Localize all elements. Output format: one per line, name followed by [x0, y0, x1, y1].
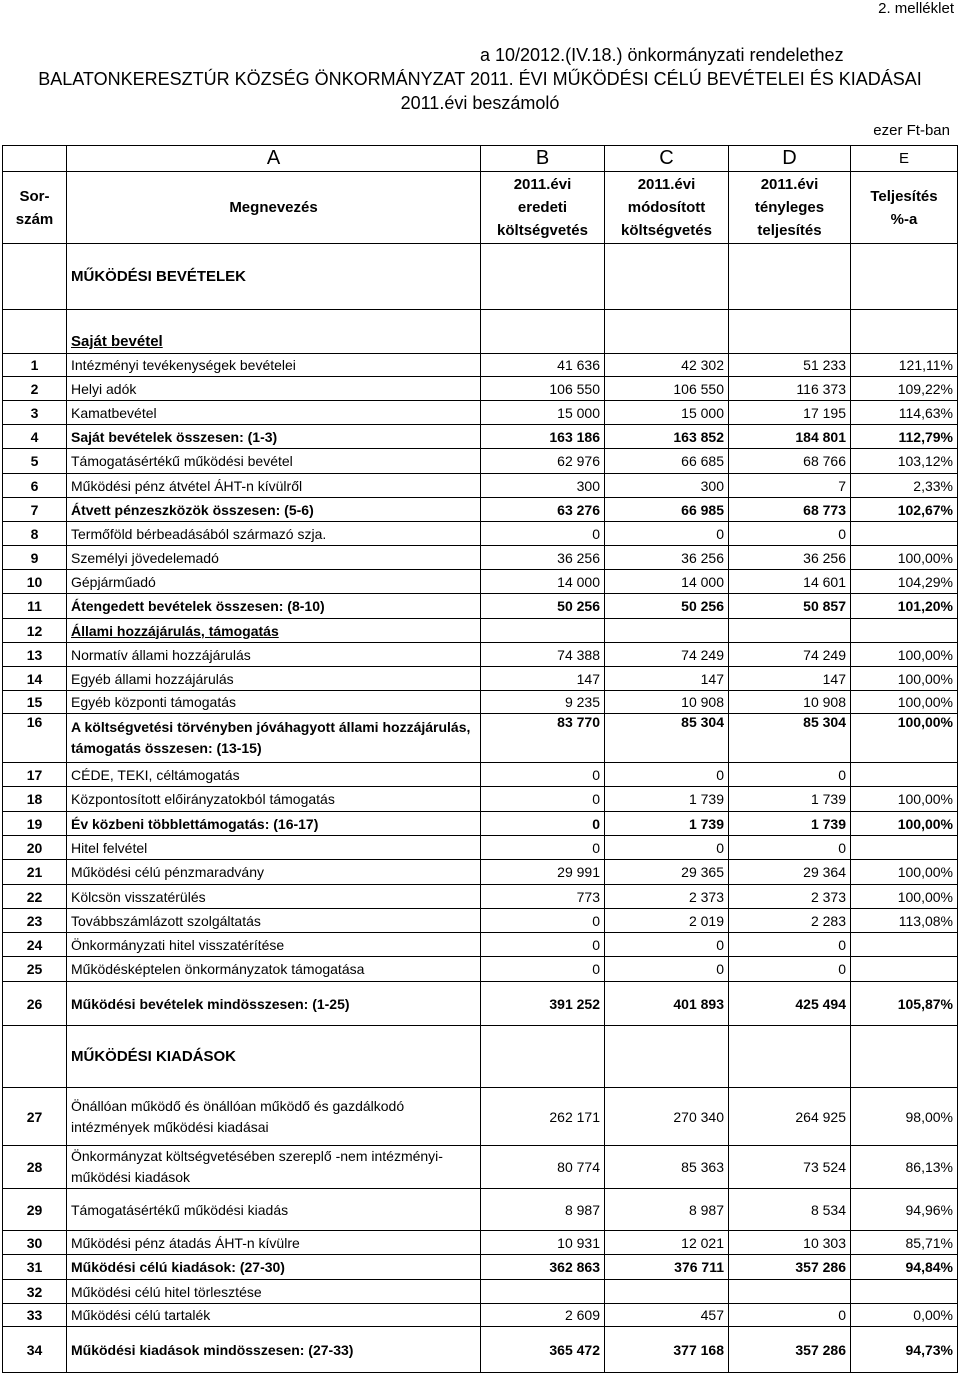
- value-percent: [851, 933, 958, 957]
- row-label: Továbbszámlázott szolgáltatás: [67, 909, 481, 933]
- value-percent: [851, 763, 958, 787]
- row-number: 12: [3, 619, 67, 643]
- value-percent: 109,22%: [851, 377, 958, 401]
- row-number: 16: [3, 714, 67, 763]
- value-percent: 94,84%: [851, 1255, 958, 1280]
- table-row: [3, 1304, 958, 1327]
- row-label: Működésképtelen önkormányzatok támogatása: [67, 957, 481, 982]
- row-label: Önkormányzat költségvetésében szereplő -nem intézményi- működési kiadások: [67, 1146, 481, 1189]
- column-letter-c: C: [605, 146, 729, 172]
- value-modified-budget: 300: [605, 474, 729, 498]
- value-percent: 100,00%: [851, 714, 958, 763]
- value-percent: 101,20%: [851, 594, 958, 619]
- row-number: 7: [3, 498, 67, 522]
- row-label: Önállóan működő és önállóan működő és gazdálkodó intézmények működési kiadásai: [67, 1088, 481, 1146]
- value-percent: [851, 957, 958, 982]
- column-letter-b: B: [481, 146, 605, 172]
- value-original-budget: 163 186: [481, 425, 605, 449]
- row-number: 17: [3, 763, 67, 787]
- value-original-budget: 106 550: [481, 377, 605, 401]
- value-actual: [729, 619, 851, 643]
- row-label: Állami hozzájárulás, támogatás: [67, 619, 481, 643]
- table-row: [3, 933, 958, 957]
- value-percent: [851, 1280, 958, 1304]
- table-row: [3, 1088, 958, 1146]
- value-actual: 29 364: [729, 860, 851, 885]
- column-letter-d: D: [729, 146, 851, 172]
- table-row: [3, 812, 958, 836]
- row-label: Termőföld bérbeadásából származó szja.: [67, 522, 481, 546]
- row-number: 15: [3, 691, 67, 714]
- value-original-budget: [481, 1280, 605, 1304]
- value-original-budget: 0: [481, 957, 605, 982]
- value-percent: 94,96%: [851, 1189, 958, 1231]
- row-label: Intézményi tevékenységek bevételei: [67, 354, 481, 377]
- value-percent: 0,00%: [851, 1304, 958, 1327]
- row-number: 26: [3, 982, 67, 1026]
- value-modified-budget: 66 685: [605, 449, 729, 474]
- value-percent: 100,00%: [851, 787, 958, 812]
- row-number: 25: [3, 957, 67, 982]
- section-title-expenses: MŰKÖDÉSI KIADÁSOK: [67, 1026, 481, 1088]
- value-percent: 100,00%: [851, 885, 958, 909]
- section-title-income: MŰKÖDÉSI BEVÉTELEK: [67, 244, 481, 310]
- value-modified-budget: 163 852: [605, 425, 729, 449]
- value-percent: 100,00%: [851, 812, 958, 836]
- row-label: Kölcsön visszatérülés: [67, 885, 481, 909]
- value-actual: 425 494: [729, 982, 851, 1026]
- row-label: Saját bevételek összesen: (1-3): [67, 425, 481, 449]
- value-percent: 112,79%: [851, 425, 958, 449]
- value-original-budget: 62 976: [481, 449, 605, 474]
- row-number: 3: [3, 401, 67, 425]
- table-row: [3, 836, 958, 860]
- section-title-own-income: Saját bevétel: [67, 310, 481, 354]
- column-letter-blank: [3, 146, 67, 172]
- value-percent: [851, 836, 958, 860]
- value-modified-budget: 376 711: [605, 1255, 729, 1280]
- table-row: [3, 354, 958, 377]
- table-row: [3, 449, 958, 474]
- value-modified-budget: 29 365: [605, 860, 729, 885]
- table-row: [3, 667, 958, 691]
- decree-reference: a 10/2012.(IV.18.) önkormányzati rendelethez: [480, 45, 844, 65]
- value-original-budget: 83 770: [481, 714, 605, 763]
- row-number: 1: [3, 354, 67, 377]
- column-header-e: Teljesítés %-a: [851, 172, 958, 244]
- value-percent: 94,73%: [851, 1327, 958, 1373]
- value-percent: 98,00%: [851, 1088, 958, 1146]
- table-row: [3, 957, 958, 982]
- table-row: [3, 594, 958, 619]
- value-original-budget: 0: [481, 909, 605, 933]
- value-original-budget: 0: [481, 763, 605, 787]
- value-actual: 10 908: [729, 691, 851, 714]
- row-number: 5: [3, 449, 67, 474]
- value-percent: [851, 619, 958, 643]
- row-number: 14: [3, 667, 67, 691]
- row-number: 4: [3, 425, 67, 449]
- row-number: 34: [3, 1327, 67, 1373]
- column-header-d: 2011.évi tényleges teljesítés: [729, 172, 851, 244]
- value-original-budget: 36 256: [481, 546, 605, 570]
- value-modified-budget: 106 550: [605, 377, 729, 401]
- value-actual: 17 195: [729, 401, 851, 425]
- column-letter-e: E: [851, 146, 958, 172]
- value-original-budget: 9 235: [481, 691, 605, 714]
- value-modified-budget: 147: [605, 667, 729, 691]
- row-number: 27: [3, 1088, 67, 1146]
- annex-label: 2. melléklet: [878, 0, 954, 17]
- value-modified-budget: 66 985: [605, 498, 729, 522]
- table-row: [3, 619, 958, 643]
- value-modified-budget: 270 340: [605, 1088, 729, 1146]
- row-number: 24: [3, 933, 67, 957]
- value-original-budget: 773: [481, 885, 605, 909]
- row-label: Központosított előirányzatokból támogatás: [67, 787, 481, 812]
- row-label: Egyéb állami hozzájárulás: [67, 667, 481, 691]
- row-label: Normatív állami hozzájárulás: [67, 643, 481, 667]
- value-original-budget: 147: [481, 667, 605, 691]
- value-original-budget: [481, 619, 605, 643]
- value-percent: 100,00%: [851, 546, 958, 570]
- value-actual: 0: [729, 522, 851, 546]
- table-row: [3, 1146, 958, 1189]
- row-number: 32: [3, 1280, 67, 1304]
- table-row: [3, 1280, 958, 1304]
- value-original-budget: 63 276: [481, 498, 605, 522]
- value-actual: [729, 1280, 851, 1304]
- column-header-b: 2011.évi eredeti költségvetés: [481, 172, 605, 244]
- table-row: [3, 909, 958, 933]
- value-original-budget: 365 472: [481, 1327, 605, 1373]
- row-number: 33: [3, 1304, 67, 1327]
- row-number: 23: [3, 909, 67, 933]
- value-modified-budget: 457: [605, 1304, 729, 1327]
- value-actual: 73 524: [729, 1146, 851, 1189]
- page-subtitle: 2011.évi beszámoló: [400, 93, 560, 113]
- row-number: 22: [3, 885, 67, 909]
- value-modified-budget: [605, 1280, 729, 1304]
- value-original-budget: 80 774: [481, 1146, 605, 1189]
- row-number: 29: [3, 1189, 67, 1231]
- value-original-budget: 50 256: [481, 594, 605, 619]
- value-percent: 85,71%: [851, 1231, 958, 1255]
- value-modified-budget: 85 363: [605, 1146, 729, 1189]
- column-header-c: 2011.évi módosított költségvetés: [605, 172, 729, 244]
- row-label: Működési bevételek mindösszesen: (1-25): [67, 982, 481, 1026]
- value-actual: 0: [729, 836, 851, 860]
- row-label: Átengedett bevételek összesen: (8-10): [67, 594, 481, 619]
- value-modified-budget: 10 908: [605, 691, 729, 714]
- table-row: [3, 522, 958, 546]
- value-actual: 357 286: [729, 1327, 851, 1373]
- row-label: Év közbeni többlettámogatás: (16-17): [67, 812, 481, 836]
- value-percent: 105,87%: [851, 982, 958, 1026]
- row-number: 6: [3, 474, 67, 498]
- value-actual: 0: [729, 933, 851, 957]
- value-modified-budget: 85 304: [605, 714, 729, 763]
- budget-table: [2, 145, 958, 1373]
- value-actual: 2 373: [729, 885, 851, 909]
- unit-label: ezer Ft-ban: [873, 122, 950, 139]
- page-title: BALATONKERESZTÚR KÖZSÉG ÖNKORMÁNYZAT 2011. ÉVI MŰKÖDÉSI CÉLÚ BEVÉTELEI ÉS KIADÁSAI: [38, 69, 922, 89]
- row-label: Egyéb központi támogatás: [67, 691, 481, 714]
- value-modified-budget: 2 019: [605, 909, 729, 933]
- value-percent: 100,00%: [851, 860, 958, 885]
- table-row: [3, 643, 958, 667]
- value-modified-budget: 12 021: [605, 1231, 729, 1255]
- value-percent: [851, 522, 958, 546]
- value-percent: 86,13%: [851, 1146, 958, 1189]
- value-original-budget: 8 987: [481, 1189, 605, 1231]
- value-modified-budget: 0: [605, 522, 729, 546]
- value-modified-budget: 377 168: [605, 1327, 729, 1373]
- row-label: Hitel felvétel: [67, 836, 481, 860]
- row-label: Személyi jövedelemadó: [67, 546, 481, 570]
- row-label: Működési célú pénzmaradvány: [67, 860, 481, 885]
- table-row: [3, 474, 958, 498]
- column-header-megnevezes: Megnevezés: [67, 172, 481, 244]
- value-modified-budget: 0: [605, 957, 729, 982]
- value-modified-budget: 74 249: [605, 643, 729, 667]
- value-modified-budget: 0: [605, 763, 729, 787]
- table-row: [3, 1327, 958, 1373]
- value-actual: 68 766: [729, 449, 851, 474]
- row-label: Működési célú kiadások: (27-30): [67, 1255, 481, 1280]
- value-actual: 357 286: [729, 1255, 851, 1280]
- value-original-budget: 0: [481, 787, 605, 812]
- row-label: Működési pénz átvétel ÁHT-n kívülről: [67, 474, 481, 498]
- value-original-budget: 0: [481, 836, 605, 860]
- row-label: Működési célú tartalék: [67, 1304, 481, 1327]
- value-actual: 116 373: [729, 377, 851, 401]
- value-percent: 100,00%: [851, 691, 958, 714]
- table-row: [3, 691, 958, 714]
- value-actual: 147: [729, 667, 851, 691]
- row-label: Gépjárműadó: [67, 570, 481, 594]
- value-modified-budget: 0: [605, 933, 729, 957]
- row-number: 20: [3, 836, 67, 860]
- value-modified-budget: 2 373: [605, 885, 729, 909]
- table-row: [3, 982, 958, 1026]
- value-actual: 2 283: [729, 909, 851, 933]
- value-percent: 121,11%: [851, 354, 958, 377]
- value-modified-budget: [605, 619, 729, 643]
- value-percent: 104,29%: [851, 570, 958, 594]
- value-modified-budget: 1 739: [605, 812, 729, 836]
- table-row: [3, 498, 958, 522]
- table-row: [3, 377, 958, 401]
- row-label: Működési kiadások mindösszesen: (27-33): [67, 1327, 481, 1373]
- table-row: [3, 425, 958, 449]
- value-original-budget: 362 863: [481, 1255, 605, 1280]
- value-actual: 1 739: [729, 787, 851, 812]
- row-label: Működési pénz átadás ÁHT-n kívülre: [67, 1231, 481, 1255]
- row-number: 9: [3, 546, 67, 570]
- row-label: Működési célú hitel törlesztése: [67, 1280, 481, 1304]
- value-modified-budget: 0: [605, 836, 729, 860]
- row-label: Támogatásértékű működési kiadás: [67, 1189, 481, 1231]
- value-actual: 10 303: [729, 1231, 851, 1255]
- value-modified-budget: 401 893: [605, 982, 729, 1026]
- value-modified-budget: 8 987: [605, 1189, 729, 1231]
- table-row: [3, 787, 958, 812]
- value-actual: 74 249: [729, 643, 851, 667]
- row-number: 13: [3, 643, 67, 667]
- row-number: 8: [3, 522, 67, 546]
- value-original-budget: 10 931: [481, 1231, 605, 1255]
- value-original-budget: 74 388: [481, 643, 605, 667]
- value-original-budget: 300: [481, 474, 605, 498]
- row-number: 30: [3, 1231, 67, 1255]
- value-original-budget: 0: [481, 933, 605, 957]
- value-actual: 0: [729, 1304, 851, 1327]
- value-original-budget: 0: [481, 522, 605, 546]
- value-original-budget: 262 171: [481, 1088, 605, 1146]
- row-number: 11: [3, 594, 67, 619]
- row-number: 18: [3, 787, 67, 812]
- value-actual: 85 304: [729, 714, 851, 763]
- value-modified-budget: 36 256: [605, 546, 729, 570]
- table-row: [3, 1231, 958, 1255]
- value-actual: 7: [729, 474, 851, 498]
- value-percent: 113,08%: [851, 909, 958, 933]
- row-label: Önkormányzati hitel visszatérítése: [67, 933, 481, 957]
- row-label: CÉDE, TEKI, céltámogatás: [67, 763, 481, 787]
- table-row: [3, 885, 958, 909]
- value-actual: 184 801: [729, 425, 851, 449]
- value-original-budget: 15 000: [481, 401, 605, 425]
- value-percent: 114,63%: [851, 401, 958, 425]
- value-original-budget: 41 636: [481, 354, 605, 377]
- table-row: [3, 401, 958, 425]
- row-number: 21: [3, 860, 67, 885]
- table-row: [3, 1189, 958, 1231]
- value-percent: 100,00%: [851, 667, 958, 691]
- section-number-cell: [3, 244, 67, 310]
- value-modified-budget: 50 256: [605, 594, 729, 619]
- value-actual: 68 773: [729, 498, 851, 522]
- value-modified-budget: 42 302: [605, 354, 729, 377]
- column-header-sorszam: Sor- szám: [3, 172, 67, 244]
- value-actual: 0: [729, 763, 851, 787]
- value-actual: 36 256: [729, 546, 851, 570]
- table-row: [3, 570, 958, 594]
- row-number: 10: [3, 570, 67, 594]
- value-original-budget: 0: [481, 812, 605, 836]
- value-original-budget: 29 991: [481, 860, 605, 885]
- table-row: [3, 1255, 958, 1280]
- value-original-budget: 14 000: [481, 570, 605, 594]
- value-modified-budget: 14 000: [605, 570, 729, 594]
- table-row: [3, 714, 958, 763]
- row-label: Helyi adók: [67, 377, 481, 401]
- column-letter-a: A: [67, 146, 481, 172]
- value-modified-budget: 1 739: [605, 787, 729, 812]
- value-actual: 8 534: [729, 1189, 851, 1231]
- value-percent: 100,00%: [851, 643, 958, 667]
- row-number: 2: [3, 377, 67, 401]
- value-actual: 14 601: [729, 570, 851, 594]
- row-label: Átvett pénzeszközök összesen: (5-6): [67, 498, 481, 522]
- row-label: A költségvetési törvényben jóváhagyott állami hozzájárulás, támogatás összesen: (13-15): [67, 714, 481, 763]
- row-number: 31: [3, 1255, 67, 1280]
- row-label: Támogatásértékű működési bevétel: [67, 449, 481, 474]
- table-row: [3, 546, 958, 570]
- table-row: [3, 763, 958, 787]
- value-actual: 264 925: [729, 1088, 851, 1146]
- value-original-budget: 391 252: [481, 982, 605, 1026]
- value-percent: 103,12%: [851, 449, 958, 474]
- value-actual: 1 739: [729, 812, 851, 836]
- row-label: Kamatbevétel: [67, 401, 481, 425]
- value-percent: 102,67%: [851, 498, 958, 522]
- row-number: 19: [3, 812, 67, 836]
- table-row: [3, 860, 958, 885]
- value-percent: 2,33%: [851, 474, 958, 498]
- value-actual: 50 857: [729, 594, 851, 619]
- value-modified-budget: 15 000: [605, 401, 729, 425]
- value-actual: 51 233: [729, 354, 851, 377]
- row-number: 28: [3, 1146, 67, 1189]
- value-original-budget: 2 609: [481, 1304, 605, 1327]
- value-actual: 0: [729, 957, 851, 982]
